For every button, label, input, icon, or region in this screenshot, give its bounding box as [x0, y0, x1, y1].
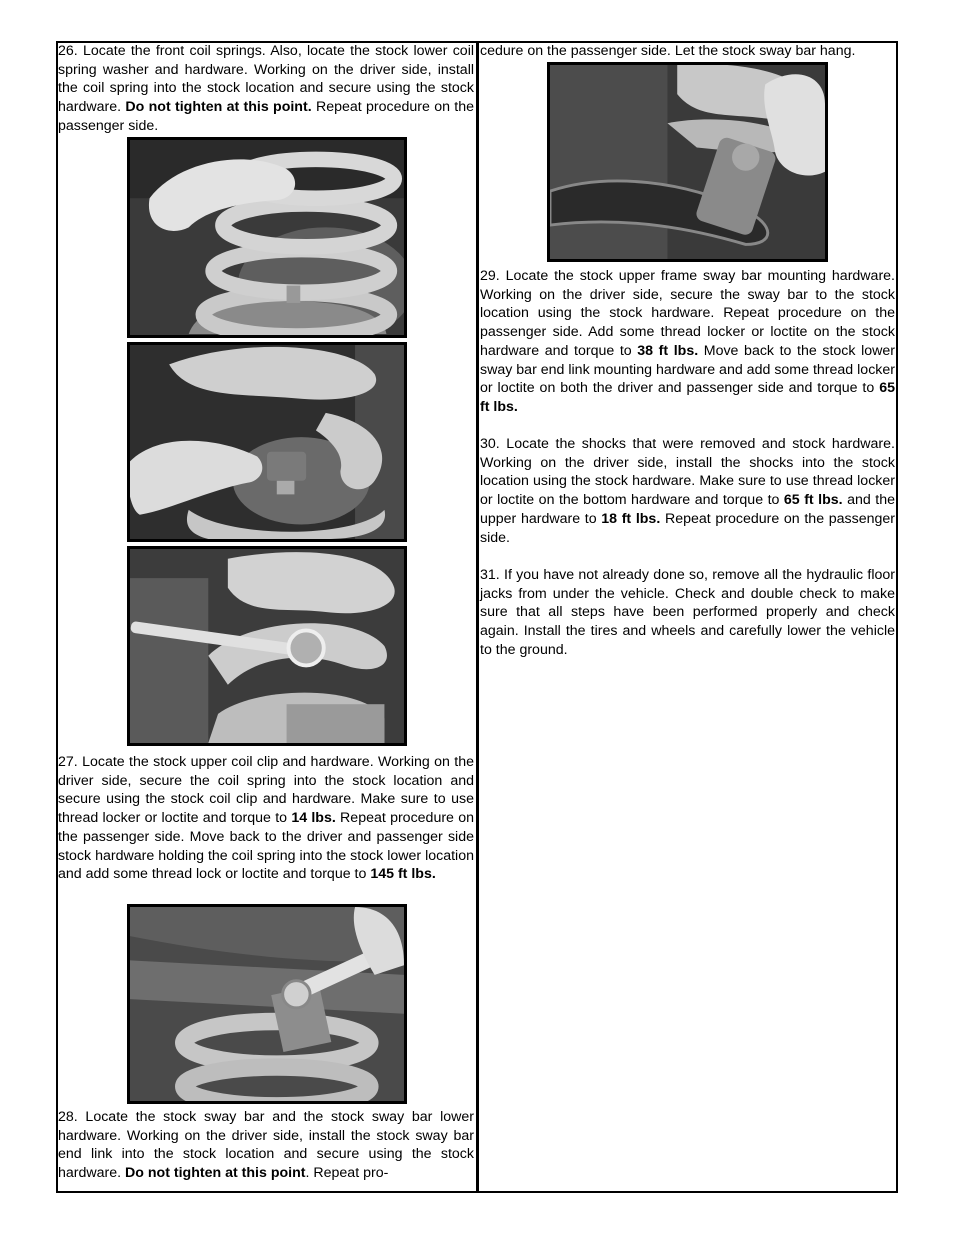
step-26-text-b: Repeat procedure on the passenger side. [58, 99, 475, 134]
step-28-bold: Do not tighten at this point [125, 1165, 306, 1182]
step-28-text-b: . Repeat pro- [305, 1165, 389, 1182]
step-29-bold-b: 65 ft lbs. [480, 380, 895, 415]
step-27-text [58, 753, 474, 884]
step-30-text-b: and the upper hardware to [480, 492, 895, 527]
photo-coil-spring-install [127, 137, 407, 338]
photo-sway-bar-end-link [547, 62, 828, 262]
step-26-bold: Do not tighten at this point. [125, 99, 312, 116]
step-27-text-a: 27. Locate the stock upper coil clip and hardware. Working on the driver side, secure the coil spring into the stock location and secure using the stock coil clip and hardware. Make sure to use thread locker or loctite and torque to [58, 754, 474, 827]
step-27-text-b: Repeat procedure on the passenger side. Move back to the driver and passenger side stock hardware holding the coil spring into the stock lower location and add some thread lock or loctite and torque to [58, 810, 474, 883]
step-30-bold-b: 18 ft lbs. [601, 510, 661, 527]
step-29-text [480, 267, 895, 417]
step-26-text [58, 42, 474, 136]
step-27-bold-b: 145 ft lbs. [370, 866, 436, 883]
step-30-text-a: 30. Locate the shocks that were removed and stock hardware. Working on the driver side, install the shocks into the stock location using the stock hardware. Make sure to use thread locker or loctite on the bottom hardware and torque to [480, 436, 895, 509]
step-26-text-a: 26. Locate the front coil springs. Also, locate the stock lower coil spring washer and hardware. Working on the driver side, install the coil spring into the stock location and secure using the stock hardware. [58, 43, 474, 116]
step-30-text [480, 435, 895, 547]
step-27-bold-a: 14 lbs. [291, 810, 336, 827]
step-28-text-a: 28. Locate the stock sway bar and the stock sway bar lower hardware. Working on the driver side, install the stock sway bar end link into the stock location and secure using the stock hardware. [58, 1109, 474, 1182]
step-29-text-b: Move back to the stock lower sway bar end link mounting hardware and add some thread locker or loctite on both the driver and passenger side and torque to [480, 342, 895, 397]
step-29-bold-a: 38 ft lbs. [637, 342, 699, 359]
photo-wrench-lower-hardware [127, 546, 407, 746]
step-30-text-c: Repeat procedure on the passenger side. [480, 510, 895, 546]
step-29-text-a: 29. Locate the stock upper frame sway bar mounting hardware. Working on the driver side, secure the sway bar to the stock location using the stock hardware. Repeat procedure on the passenger side. Add some thread locker or loctite on the stock hardware and torque to [480, 268, 895, 359]
photo-upper-coil-clip [127, 904, 407, 1104]
step-28-text [58, 1108, 474, 1183]
step-31-text [480, 566, 895, 660]
step-31-text-a: 31. If you have not already done so, remove all the hydraulic floor jacks from under the vehicle. Check and double check to make sure that all steps have been performed properly and check again. Install the tires and wheels and carefully lower the vehicle to the ground. [480, 567, 895, 658]
step-30-bold-a: 65 ft lbs. [783, 492, 843, 509]
step-28-continued: cedure on the passenger side. Let the stock sway bar hang. [480, 43, 856, 59]
photo-coil-spring-closeup [127, 342, 407, 542]
